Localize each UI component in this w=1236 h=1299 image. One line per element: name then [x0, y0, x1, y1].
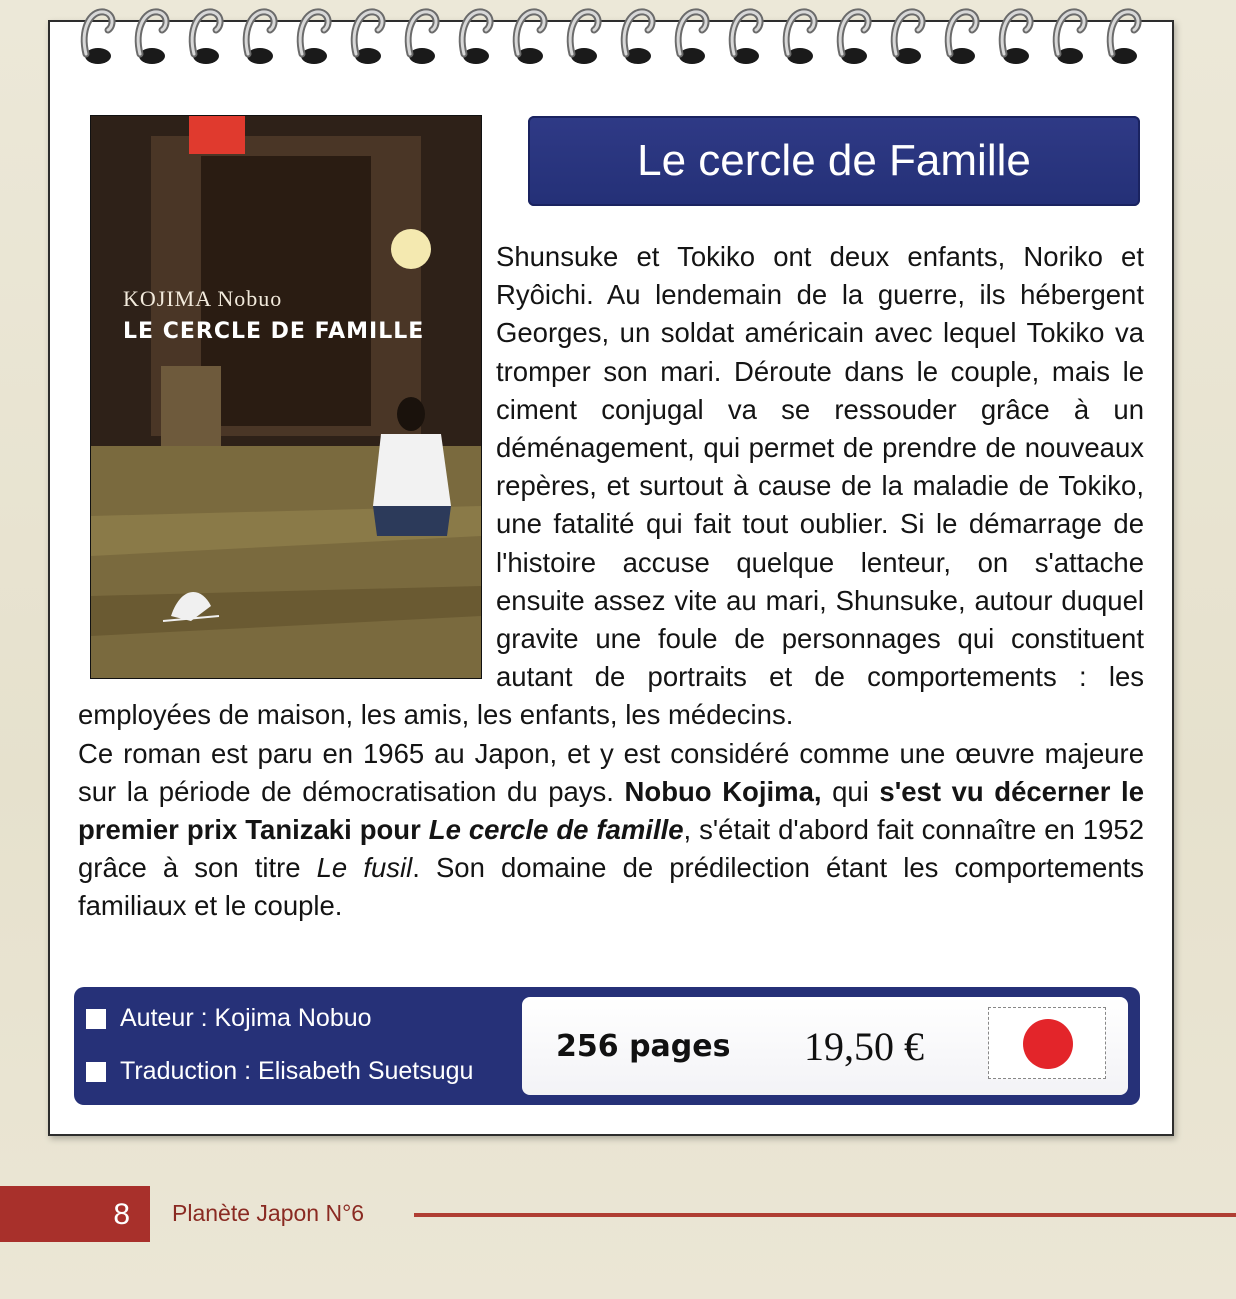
p2-text-3: , s'était d'abord fait connaître en 1952 grâce à son titre: [78, 814, 1144, 884]
flag-sun-icon: [1023, 1019, 1073, 1069]
p2-italic: Le fusil: [316, 852, 413, 884]
bullet-square-icon: [86, 1009, 106, 1029]
author-line: Auteur : Kojima Nobuo: [120, 1004, 372, 1032]
p2-bold-italic: Le cercle de famille: [428, 814, 684, 846]
price-box: [522, 997, 1128, 1095]
paragraph-2: [78, 735, 1144, 926]
spiral-binding: [60, 0, 1170, 80]
red-label-icon: [189, 116, 245, 154]
publication-name: Planète Japon N°6: [172, 1200, 365, 1226]
p2-text-1: Ce roman est paru en 1965 au Japon, et y est considéré comme une œuvre majeure sur la période de démocratisation du pays.: [78, 737, 1144, 807]
article-title-banner: [528, 116, 1140, 206]
japan-flag-icon: [988, 1007, 1106, 1079]
cover-wrap-spacer: [78, 238, 496, 696]
translation-item: [86, 1057, 473, 1086]
paragraph-1: Shunsuke et Tokiko ont deux enfants, Noriko et Ryôichi. Au lendemain de la guerre, ils hébergent Georges, un soldat américain avec lequel Tokiko va tromper son mari. Déroute dans le couple, mais le ciment conjugal va se ressouder grâce à un déménagement, qui permet de prendre de nouveaux repères, et surtout à cause de la maladie de Tokiko, une fatalité qui fait tout oublier. Si le démarrage de l'histoire accuse quelque lenteur, on s'attache ensuite assez vite au mari, Shunsuke, autour duquel gravite une foule de personnages qui constituent autant de portraits et de comportements : les employées de maison, les amis, les enfants, les médecins.: [78, 241, 1144, 731]
cover-author: KOJIMA Nobuo: [123, 286, 283, 311]
article-body: [78, 238, 1144, 926]
page-count: 256 pages: [556, 1029, 731, 1064]
cover-title: LE CERCLE DE FAMILLE: [123, 319, 425, 344]
price: 19,50 €: [804, 1024, 924, 1069]
page-number: 8: [113, 1198, 130, 1231]
p2-bold-1: Nobuo Kojima,: [624, 775, 822, 807]
p2-text-4: . Son domaine de prédilection étant les comportements familiaux et le couple.: [78, 852, 1145, 922]
p2-bold-2: s'est vu décerner le premier prix Tanizaki pour: [78, 775, 1144, 846]
bullet-square-icon: [86, 1062, 106, 1082]
p2-text-2: qui: [821, 775, 880, 807]
page-number-box: [0, 1186, 150, 1242]
author-item: [86, 1004, 372, 1033]
article-title: Le cercle de Famille: [637, 136, 1031, 185]
book-info-bar: [74, 987, 1140, 1105]
footer-rule: [414, 1213, 1236, 1217]
translation-line: Traduction : Elisabeth Suetsugu: [120, 1057, 474, 1085]
